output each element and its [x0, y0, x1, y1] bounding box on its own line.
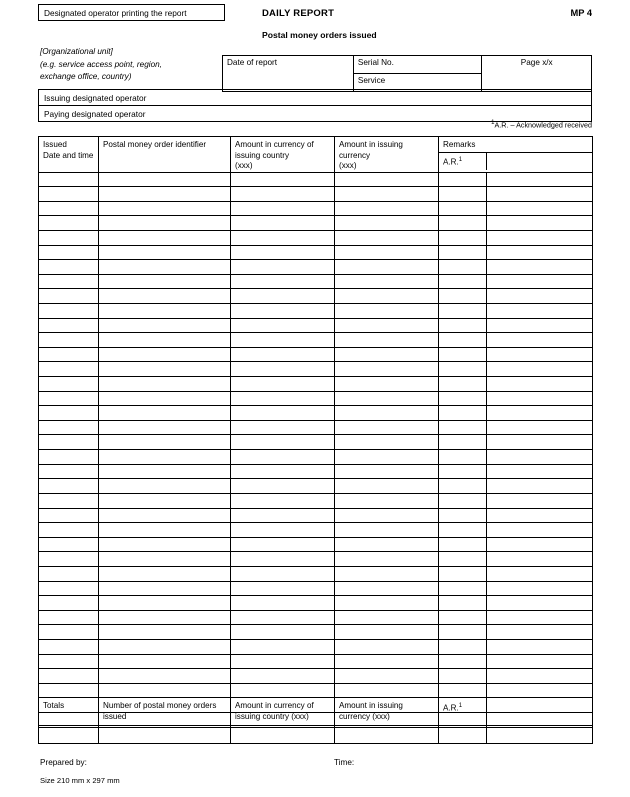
cell-amount-currency[interactable] [335, 450, 439, 465]
cell-remarks[interactable] [487, 260, 593, 275]
cell-identifier[interactable] [99, 289, 231, 304]
col-remarks: Remarks A.R.$^1$ [439, 137, 593, 173]
cell-identifier[interactable] [99, 303, 231, 318]
cell-amount-currency[interactable] [335, 581, 439, 596]
cell-amount-country[interactable] [231, 406, 335, 421]
totals-col-orders: Number of postal money orders issued [99, 698, 231, 726]
cell-identifier[interactable] [99, 216, 231, 231]
cell-issued[interactable] [39, 406, 99, 421]
cell-issued[interactable] [39, 435, 99, 450]
printing-operator-box: Designated operator printing the report [38, 4, 225, 21]
cell-amount-currency[interactable] [335, 187, 439, 202]
cell-issued[interactable] [39, 347, 99, 362]
cell-identifier[interactable] [99, 347, 231, 362]
cell-amount-country[interactable] [231, 260, 335, 275]
cell-amount-country[interactable] [231, 201, 335, 216]
cell-identifier[interactable] [99, 420, 231, 435]
cell-amount-currency[interactable] [335, 610, 439, 625]
cell-ar[interactable] [439, 333, 487, 348]
cell-identifier[interactable] [99, 596, 231, 611]
cell-ar[interactable] [439, 537, 487, 552]
col-remarks-blank [487, 153, 592, 170]
page-title: DAILY REPORT [262, 8, 335, 19]
serial-no-label: Serial No. [353, 56, 482, 74]
service-label: Service [353, 74, 482, 92]
cell-issued[interactable] [39, 479, 99, 494]
cell-ar[interactable] [439, 274, 487, 289]
cell-identifier[interactable] [99, 479, 231, 494]
cell-ar[interactable] [439, 303, 487, 318]
cell-amount-currency[interactable] [335, 216, 439, 231]
cell-ar[interactable] [439, 493, 487, 508]
cell-remarks[interactable] [487, 420, 593, 435]
cell-amount-currency[interactable] [335, 245, 439, 260]
cell-remarks[interactable] [487, 537, 593, 552]
cell-remarks[interactable] [487, 610, 593, 625]
cell-identifier[interactable] [99, 230, 231, 245]
table-row [39, 435, 593, 450]
cell-ar[interactable] [439, 201, 487, 216]
cell-issued[interactable] [39, 187, 99, 202]
cell-amount-currency[interactable] [335, 333, 439, 348]
cell-ar[interactable] [439, 464, 487, 479]
ar-footnote [491, 120, 592, 129]
cell-ar[interactable] [439, 318, 487, 333]
cell-identifier[interactable] [99, 508, 231, 523]
organizational-unit-hint-line2: exchange office, country) [40, 72, 132, 81]
cell-amount-currency[interactable] [335, 493, 439, 508]
cell-issued[interactable] [39, 333, 99, 348]
col-remarks-ar: A.R.$^1$ [439, 153, 487, 170]
cell-remarks[interactable] [487, 187, 593, 202]
table-row [39, 230, 593, 245]
ar-footnote-text: A.R. – Acknowledged received [494, 120, 592, 130]
cell-issued[interactable] [39, 201, 99, 216]
totals-value-amount-country[interactable] [231, 726, 335, 744]
cell-issued[interactable] [39, 581, 99, 596]
cell-issued[interactable] [39, 289, 99, 304]
organizational-unit-block [40, 46, 220, 84]
cell-ar[interactable] [439, 377, 487, 392]
cell-amount-currency[interactable] [335, 683, 439, 698]
cell-remarks[interactable] [487, 552, 593, 567]
cell-issued[interactable] [39, 450, 99, 465]
cell-identifier[interactable] [99, 450, 231, 465]
totals-col-amount-country: Amount in currency of issuing country (xxx) [231, 698, 335, 726]
table-row [39, 610, 593, 625]
cell-identifier[interactable] [99, 669, 231, 684]
cell-remarks[interactable] [487, 216, 593, 231]
cell-identifier[interactable] [99, 318, 231, 333]
cell-issued[interactable] [39, 654, 99, 669]
cell-amount-currency[interactable] [335, 654, 439, 669]
cell-amount-country[interactable] [231, 537, 335, 552]
cell-remarks[interactable] [487, 654, 593, 669]
cell-amount-country[interactable] [231, 610, 335, 625]
cell-identifier[interactable] [99, 377, 231, 392]
cell-ar[interactable] [439, 552, 487, 567]
cell-issued[interactable] [39, 523, 99, 538]
cell-ar[interactable] [439, 347, 487, 362]
cell-identifier[interactable] [99, 566, 231, 581]
cell-ar[interactable] [439, 566, 487, 581]
cell-amount-country[interactable] [231, 683, 335, 698]
cell-amount-country[interactable] [231, 333, 335, 348]
cell-amount-currency[interactable] [335, 377, 439, 392]
totals-col-remarks [487, 698, 593, 726]
cell-amount-country[interactable] [231, 274, 335, 289]
cell-amount-country[interactable] [231, 508, 335, 523]
table-row [39, 391, 593, 406]
cell-remarks[interactable] [487, 391, 593, 406]
cell-issued[interactable] [39, 377, 99, 392]
cell-amount-currency[interactable] [335, 523, 439, 538]
totals-value-orders[interactable] [99, 726, 231, 744]
cell-amount-country[interactable] [231, 464, 335, 479]
cell-ar[interactable] [439, 187, 487, 202]
cell-issued[interactable] [39, 552, 99, 567]
cell-identifier[interactable] [99, 187, 231, 202]
cell-issued[interactable] [39, 391, 99, 406]
cell-identifier[interactable] [99, 654, 231, 669]
cell-amount-country[interactable] [231, 362, 335, 377]
cell-amount-currency[interactable] [335, 362, 439, 377]
cell-issued[interactable] [39, 260, 99, 275]
cell-amount-country[interactable] [231, 552, 335, 567]
col-issued: Issued Date and time [39, 137, 99, 173]
cell-identifier[interactable] [99, 610, 231, 625]
cell-issued[interactable] [39, 245, 99, 260]
table-row [39, 596, 593, 611]
cell-ar[interactable] [439, 435, 487, 450]
cell-identifier[interactable] [99, 362, 231, 377]
col-amount-issuing-currency: Amount in issuing currency (xxx) [335, 137, 439, 173]
cell-amount-country[interactable] [231, 596, 335, 611]
cell-amount-country[interactable] [231, 435, 335, 450]
cell-issued[interactable] [39, 362, 99, 377]
cell-amount-currency[interactable] [335, 391, 439, 406]
cell-amount-currency[interactable] [335, 303, 439, 318]
table-row [39, 260, 593, 275]
cell-amount-currency[interactable] [335, 201, 439, 216]
prepared-by-label: Prepared by: [40, 758, 87, 767]
cell-amount-country[interactable] [231, 669, 335, 684]
table-row [39, 566, 593, 581]
cell-amount-country[interactable] [231, 347, 335, 362]
cell-issued[interactable] [39, 230, 99, 245]
cell-amount-country[interactable] [231, 216, 335, 231]
money-orders-table [38, 136, 593, 728]
cell-identifier[interactable] [99, 435, 231, 450]
table-row [39, 450, 593, 465]
cell-remarks[interactable] [487, 683, 593, 698]
table-row [39, 216, 593, 231]
cell-remarks[interactable] [487, 640, 593, 655]
cell-ar[interactable] [439, 625, 487, 640]
cell-amount-country[interactable] [231, 318, 335, 333]
cell-amount-currency[interactable] [335, 479, 439, 494]
cell-remarks[interactable] [487, 596, 593, 611]
cell-remarks[interactable] [487, 201, 593, 216]
size-note: Size 210 mm x 297 mm [40, 776, 120, 785]
cell-amount-currency[interactable] [335, 552, 439, 567]
cell-amount-country[interactable] [231, 289, 335, 304]
table-body [39, 172, 593, 727]
cell-identifier[interactable] [99, 625, 231, 640]
table-row [39, 537, 593, 552]
cell-issued[interactable] [39, 318, 99, 333]
cell-issued[interactable] [39, 172, 99, 187]
cell-amount-currency[interactable] [335, 318, 439, 333]
table-row [39, 523, 593, 538]
cell-amount-currency[interactable] [335, 435, 439, 450]
cell-identifier[interactable] [99, 493, 231, 508]
report-meta-table [222, 55, 592, 92]
cell-amount-country[interactable] [231, 245, 335, 260]
cell-amount-currency[interactable] [335, 274, 439, 289]
page-subtitle: Postal money orders issued [262, 30, 377, 40]
cell-amount-country[interactable] [231, 303, 335, 318]
cell-remarks[interactable] [487, 172, 593, 187]
table-row [39, 245, 593, 260]
issuing-operator-row: Issuing designated operator [38, 89, 592, 106]
cell-issued[interactable] [39, 420, 99, 435]
cell-remarks[interactable] [487, 318, 593, 333]
cell-remarks[interactable] [487, 362, 593, 377]
cell-ar[interactable] [439, 508, 487, 523]
cell-ar[interactable] [439, 683, 487, 698]
cell-amount-currency[interactable] [335, 347, 439, 362]
cell-remarks[interactable] [487, 333, 593, 348]
organizational-unit-title: [Organizational unit] [40, 47, 113, 56]
cell-identifier[interactable] [99, 464, 231, 479]
cell-amount-country[interactable] [231, 377, 335, 392]
cell-amount-country[interactable] [231, 391, 335, 406]
table-row [39, 187, 593, 202]
cell-issued[interactable] [39, 640, 99, 655]
totals-label: Totals [39, 698, 99, 726]
cell-amount-country[interactable] [231, 566, 335, 581]
cell-remarks[interactable] [487, 450, 593, 465]
cell-amount-currency[interactable] [335, 596, 439, 611]
cell-identifier[interactable] [99, 245, 231, 260]
table-row [39, 581, 593, 596]
table-row [39, 508, 593, 523]
cell-identifier[interactable] [99, 260, 231, 275]
cell-identifier[interactable] [99, 406, 231, 421]
cell-ar[interactable] [439, 260, 487, 275]
cell-issued[interactable] [39, 669, 99, 684]
table-row [39, 347, 593, 362]
cell-issued[interactable] [39, 566, 99, 581]
cell-identifier[interactable] [99, 640, 231, 655]
totals-col-amount-currency: Amount in issuing currency (xxx) [335, 698, 439, 726]
cell-identifier[interactable] [99, 201, 231, 216]
cell-amount-country[interactable] [231, 493, 335, 508]
cell-amount-country[interactable] [231, 450, 335, 465]
cell-issued[interactable] [39, 596, 99, 611]
cell-remarks[interactable] [487, 581, 593, 596]
cell-ar[interactable] [439, 420, 487, 435]
cell-amount-currency[interactable] [335, 537, 439, 552]
cell-ar[interactable] [439, 391, 487, 406]
cell-remarks[interactable] [487, 377, 593, 392]
cell-amount-currency[interactable] [335, 508, 439, 523]
table-row [39, 640, 593, 655]
table-row [39, 333, 593, 348]
cell-identifier[interactable] [99, 683, 231, 698]
paying-operator-row: Paying designated operator [38, 105, 592, 122]
cell-identifier[interactable] [99, 552, 231, 567]
organizational-unit-hint-line1: (e.g. service access point, region, [40, 59, 162, 69]
cell-amount-currency[interactable] [335, 230, 439, 245]
cell-amount-currency[interactable] [335, 289, 439, 304]
cell-identifier[interactable] [99, 391, 231, 406]
table-row [39, 493, 593, 508]
cell-amount-currency[interactable] [335, 640, 439, 655]
cell-ar[interactable] [439, 230, 487, 245]
cell-amount-country[interactable] [231, 187, 335, 202]
cell-identifier[interactable] [99, 333, 231, 348]
cell-ar[interactable] [439, 289, 487, 304]
cell-amount-currency[interactable] [335, 260, 439, 275]
table-row [39, 625, 593, 640]
cell-amount-currency[interactable] [335, 464, 439, 479]
cell-remarks[interactable] [487, 347, 593, 362]
cell-identifier[interactable] [99, 537, 231, 552]
table-row [39, 274, 593, 289]
cell-ar[interactable] [439, 610, 487, 625]
cell-remarks[interactable] [487, 479, 593, 494]
table-row [39, 303, 593, 318]
table-row [39, 654, 593, 669]
table-row [39, 464, 593, 479]
table-row [39, 318, 593, 333]
table-row [39, 552, 593, 567]
cell-identifier[interactable] [99, 172, 231, 187]
totals-col-ar: A.R.$^1$ [439, 698, 487, 726]
cell-amount-country[interactable] [231, 230, 335, 245]
table-row [39, 289, 593, 304]
cell-remarks[interactable] [487, 566, 593, 581]
cell-identifier[interactable] [99, 581, 231, 596]
cell-issued[interactable] [39, 216, 99, 231]
form-code: MP 4 [570, 8, 592, 18]
cell-ar[interactable] [439, 654, 487, 669]
cell-ar[interactable] [439, 406, 487, 421]
totals-table [38, 697, 593, 744]
totals-value-remarks[interactable] [487, 726, 593, 744]
cell-amount-country[interactable] [231, 172, 335, 187]
cell-amount-country[interactable] [231, 581, 335, 596]
cell-issued[interactable] [39, 464, 99, 479]
table-header [39, 137, 593, 173]
cell-ar[interactable] [439, 245, 487, 260]
cell-amount-country[interactable] [231, 420, 335, 435]
cell-remarks[interactable] [487, 669, 593, 684]
table-row [39, 201, 593, 216]
cell-remarks[interactable] [487, 289, 593, 304]
cell-remarks[interactable] [487, 435, 593, 450]
cell-ar[interactable] [439, 450, 487, 465]
cell-issued[interactable] [39, 683, 99, 698]
cell-ar[interactable] [439, 479, 487, 494]
cell-remarks[interactable] [487, 493, 593, 508]
cell-issued[interactable] [39, 508, 99, 523]
cell-amount-country[interactable] [231, 640, 335, 655]
cell-remarks[interactable] [487, 464, 593, 479]
cell-ar[interactable] [439, 362, 487, 377]
table-row [39, 377, 593, 392]
cell-remarks[interactable] [487, 230, 593, 245]
cell-remarks[interactable] [487, 508, 593, 523]
cell-ar[interactable] [439, 581, 487, 596]
cell-amount-currency[interactable] [335, 172, 439, 187]
cell-issued[interactable] [39, 303, 99, 318]
cell-remarks[interactable] [487, 245, 593, 260]
cell-remarks[interactable] [487, 406, 593, 421]
cell-amount-country[interactable] [231, 479, 335, 494]
table-row [39, 406, 593, 421]
cell-ar[interactable] [439, 640, 487, 655]
date-of-report-label: Date of report [223, 56, 354, 92]
cell-amount-currency[interactable] [335, 420, 439, 435]
cell-remarks[interactable] [487, 625, 593, 640]
totals-value-ar[interactable] [439, 726, 487, 744]
cell-remarks[interactable] [487, 274, 593, 289]
totals-value-label[interactable] [39, 726, 99, 744]
cell-issued[interactable] [39, 537, 99, 552]
cell-ar[interactable] [439, 669, 487, 684]
cell-issued[interactable] [39, 610, 99, 625]
table-row [39, 420, 593, 435]
cell-amount-currency[interactable] [335, 669, 439, 684]
cell-amount-country[interactable] [231, 625, 335, 640]
cell-remarks[interactable] [487, 523, 593, 538]
totals-value-amount-currency[interactable] [335, 726, 439, 744]
cell-issued[interactable] [39, 625, 99, 640]
cell-issued[interactable] [39, 274, 99, 289]
page-number-label: Page x/x [482, 56, 592, 92]
table-row [39, 669, 593, 684]
cell-issued[interactable] [39, 493, 99, 508]
col-identifier: Postal money order identifier [99, 137, 231, 173]
cell-remarks[interactable] [487, 303, 593, 318]
cell-ar[interactable] [439, 216, 487, 231]
cell-amount-currency[interactable] [335, 406, 439, 421]
table-row [39, 479, 593, 494]
col-amount-issuing-country: Amount in currency of issuing country (xxx) [231, 137, 335, 173]
cell-identifier[interactable] [99, 523, 231, 538]
ar-footnote-marker: 1 [491, 120, 495, 126]
table-row [39, 172, 593, 187]
cell-ar[interactable] [439, 172, 487, 187]
time-label: Time: [334, 758, 355, 767]
cell-ar[interactable] [439, 596, 487, 611]
table-row [39, 362, 593, 377]
cell-amount-country[interactable] [231, 523, 335, 538]
cell-amount-country[interactable] [231, 654, 335, 669]
table-row [39, 683, 593, 698]
cell-amount-currency[interactable] [335, 566, 439, 581]
cell-identifier[interactable] [99, 274, 231, 289]
cell-amount-currency[interactable] [335, 625, 439, 640]
cell-ar[interactable] [439, 523, 487, 538]
